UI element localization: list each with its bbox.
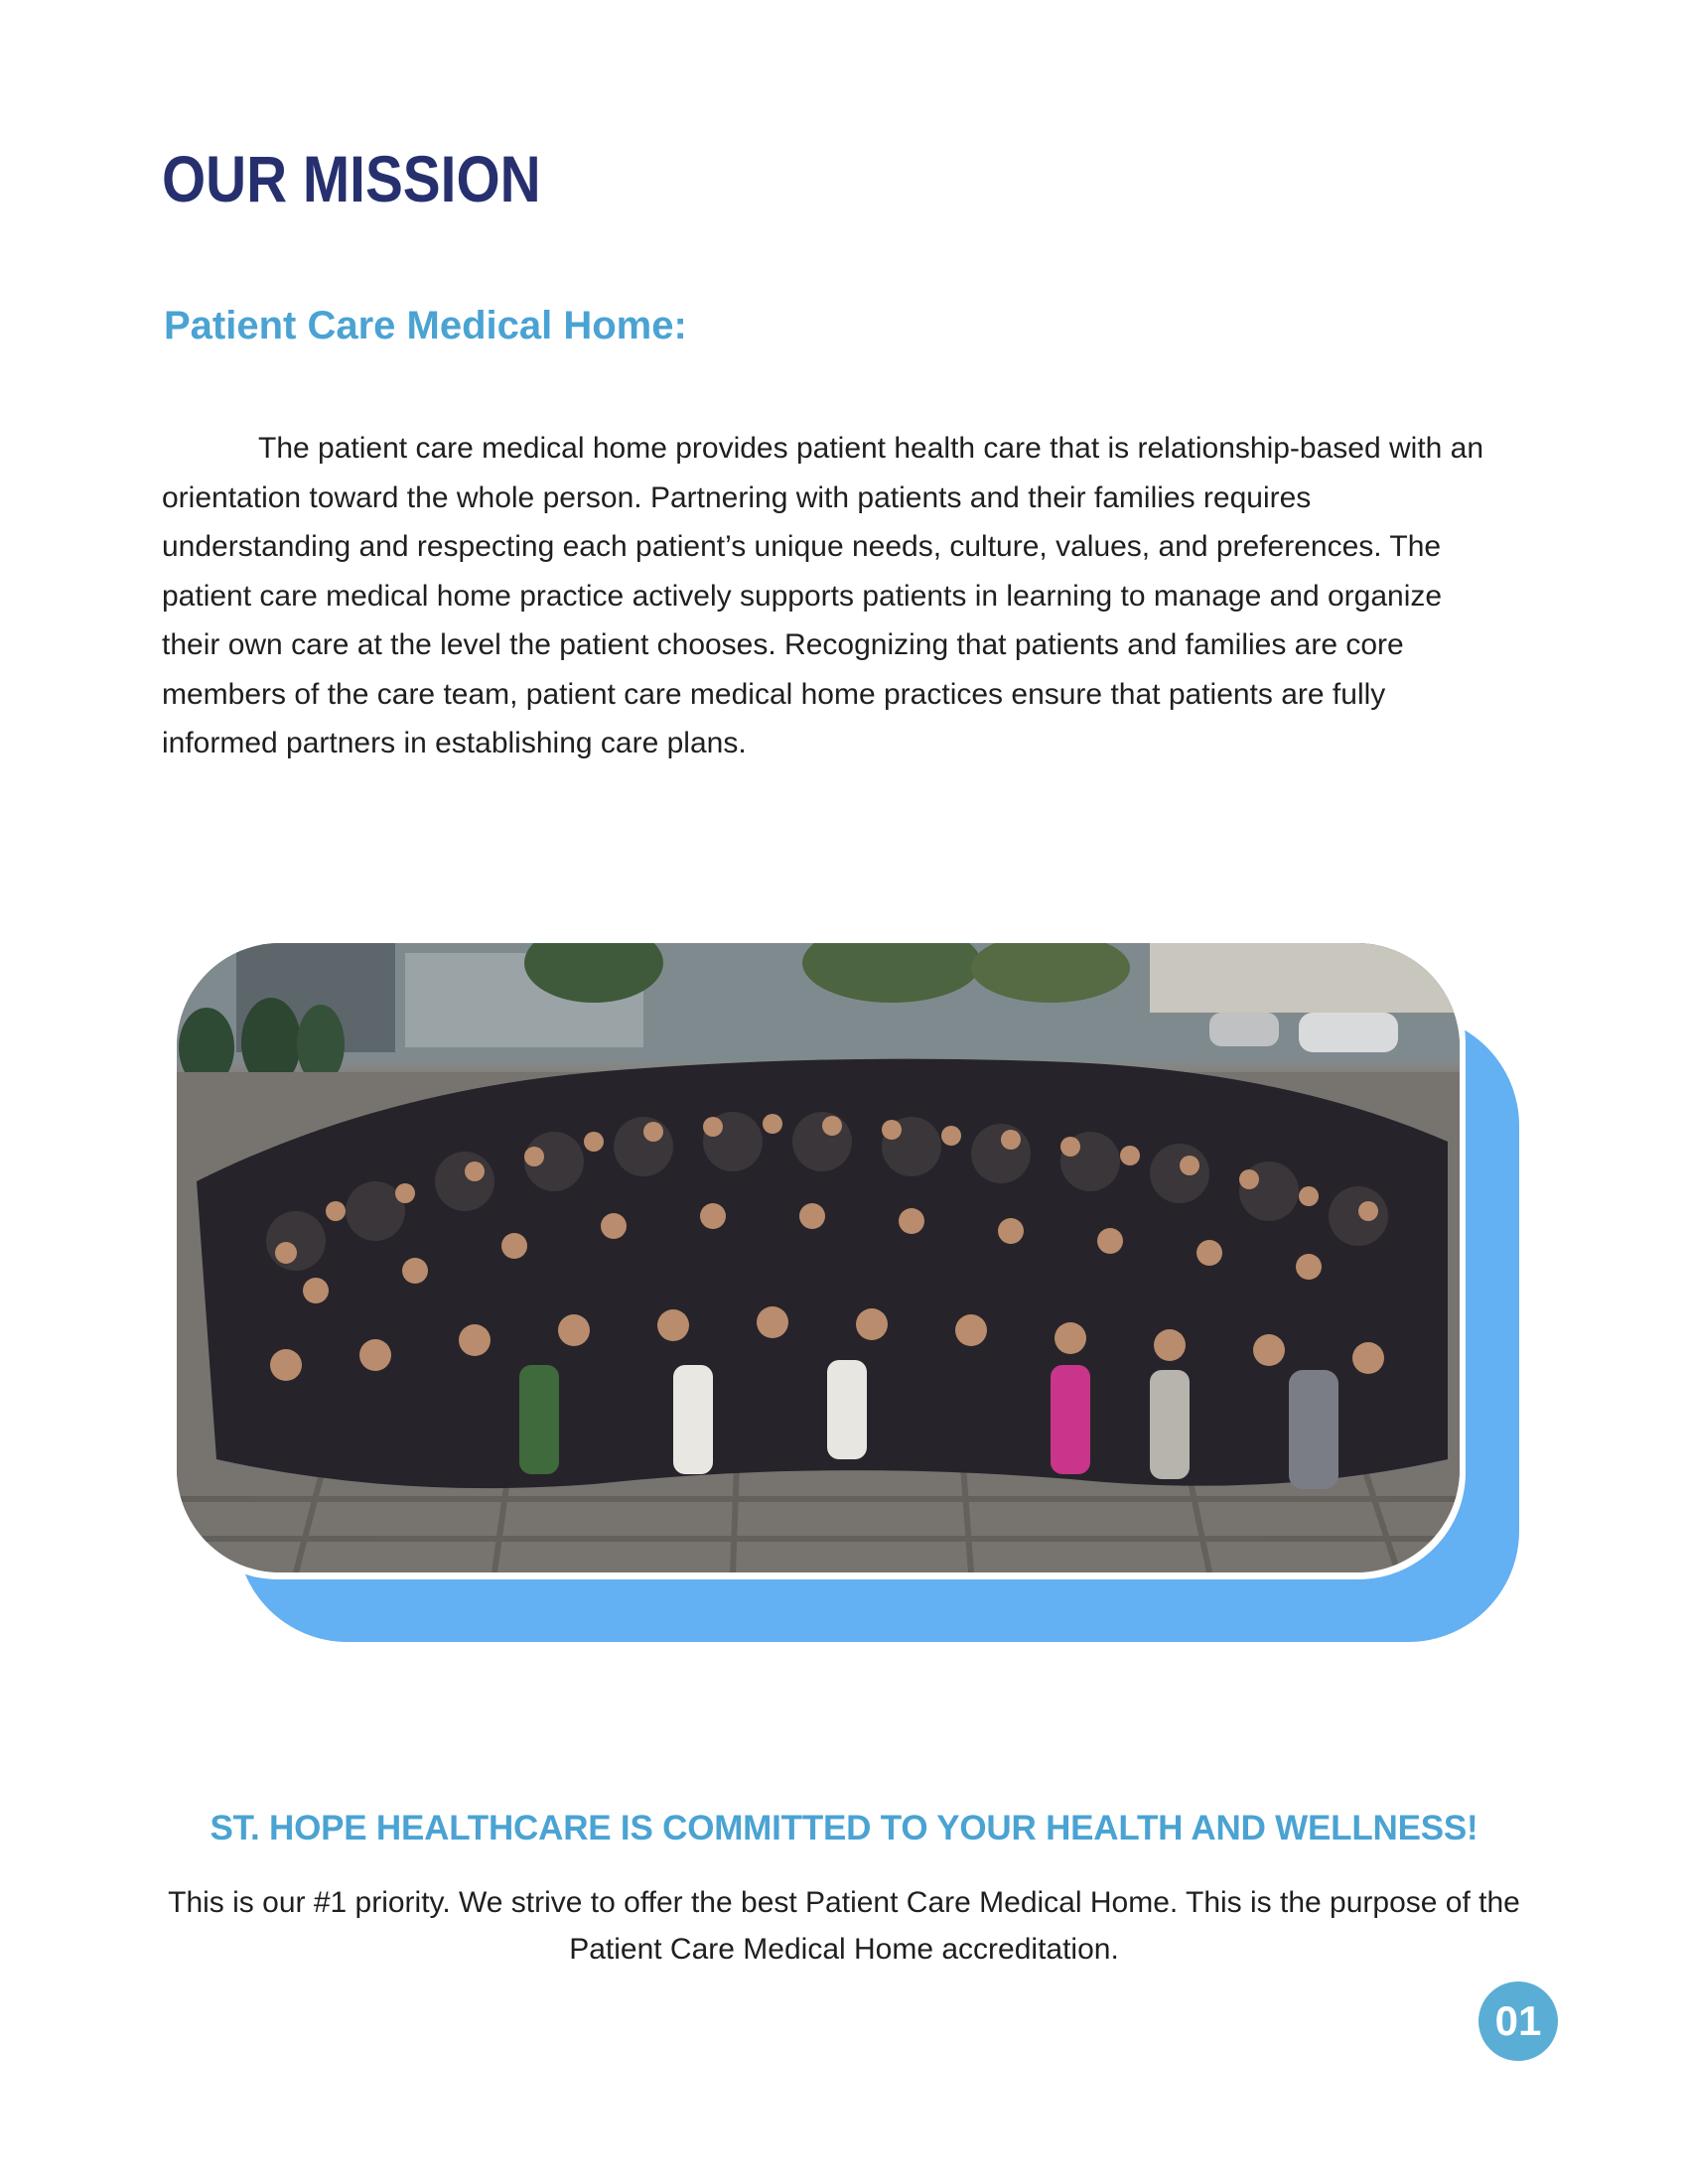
tagline: ST. HOPE HEALTHCARE IS COMMITTED TO YOUR HEALTH AND WELLNESS! (210, 1809, 1478, 1847)
group-photo (177, 943, 1460, 1572)
mission-paragraph (162, 424, 1492, 768)
section-heading: Patient Care Medical Home: (164, 304, 687, 347)
page-title: OUR MISSION (162, 142, 541, 215)
group-photo-illustration (177, 943, 1460, 1572)
page-number-badge: 01 (1478, 1981, 1558, 2061)
mission-paragraph-text: The patient care medical home provides patient health care that is relationship-based with an orientation toward the whole person. Partnering with patients and their families requires understanding and respecting each patient’s unique needs, culture, values, and preferences. The patient care medical home practice actively supports patients in learning to manage and organize their own care at the level the patient chooses. Recognizing that patients and families are core members of the care team, patient care medical home practices ensure that patients are fully informed partners in establishing care plans. (162, 432, 1484, 759)
closing-text: This is our #1 priority. We strive to offer the best Patient Care Medical Home. This is the purpose of the Patient Care Medical Home accreditation. (168, 1886, 1520, 1966)
